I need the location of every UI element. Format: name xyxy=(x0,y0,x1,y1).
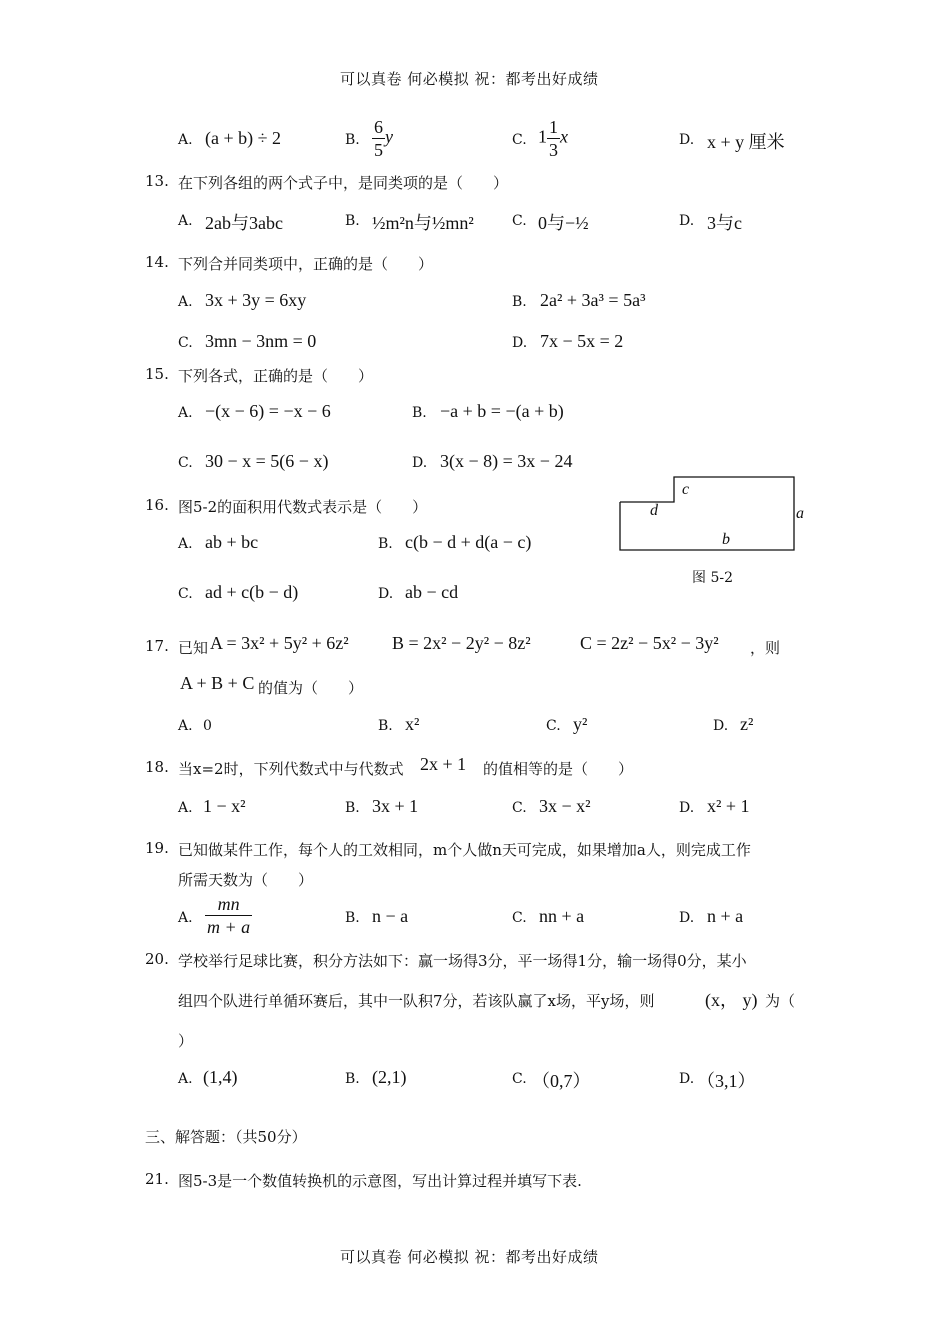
option-c-expr: （0,7） xyxy=(532,1071,591,1091)
option-d-expr: ab − cd xyxy=(405,582,459,602)
option-label-c: C. xyxy=(512,800,527,816)
option-label-c: C. xyxy=(178,455,193,471)
option-label-b: B. xyxy=(345,213,360,229)
question-stem: 下列合并同类项中，正确的是（ ） xyxy=(178,255,434,273)
stem-line-2-expr: (x， y) xyxy=(705,990,758,1010)
stem-prefix: 已知 xyxy=(178,639,209,657)
option-d-expr: z² xyxy=(740,714,754,734)
option-c-expr: 3mn − 3nm = 0 xyxy=(205,331,317,351)
option-a-expr: (1,4) xyxy=(203,1067,238,1087)
option-label-d: D. xyxy=(679,910,695,926)
option-b-expr: c(b − d + d(a − c) xyxy=(405,532,532,552)
option-b-expr: x² xyxy=(405,714,420,734)
option-a-expr: (a + b) ÷ 2 xyxy=(205,128,282,148)
option-label-d: D. xyxy=(679,132,695,148)
option-c-expr: y² xyxy=(573,714,588,734)
figure-outline xyxy=(620,477,794,550)
option-d-expr: n + a xyxy=(707,906,744,926)
expr-c: C = 2z² − 5x² − 3y² xyxy=(580,633,719,653)
option-label-b: B. xyxy=(345,910,360,926)
option-label-c: C. xyxy=(178,335,193,351)
option-b-expr: ½m²n与½mn² xyxy=(372,213,474,233)
section-heading: 三、解答题：（共50分） xyxy=(145,1128,307,1146)
option-c-expr: ad + c(b − d) xyxy=(205,582,299,602)
figure-caption: 图 5-2 xyxy=(692,570,733,586)
option-label-a: A. xyxy=(178,718,193,734)
option-b-expr: 3x + 1 xyxy=(372,796,419,816)
figure-label-c: c xyxy=(682,481,690,498)
question-number: 19. xyxy=(145,839,169,857)
page-footer: 可以真卷 何必模拟 祝：都考出好成绩 xyxy=(340,1248,599,1266)
option-label-a: A. xyxy=(178,800,193,816)
stem-line-1: 已知做某件工作，每个人的工效相同，m个人做n天可完成，如果增加a人，则完成工作 xyxy=(178,841,751,859)
figure-label-d: d xyxy=(650,502,658,519)
option-c-expr: 0与−½ xyxy=(538,213,589,233)
option-a-expr: 0 xyxy=(203,718,212,734)
option-b-expr: 2a² + 3a³ = 5a³ xyxy=(540,290,646,310)
stem-part-a: 当x=2时，下列代数式中与代数式 xyxy=(178,760,404,778)
option-label-d: D. xyxy=(679,213,695,229)
option-label-a: A. xyxy=(178,213,193,229)
option-label-a: A. xyxy=(178,536,193,552)
option-d-expr: x + y 厘米 xyxy=(707,132,785,152)
option-d-expr: x² + 1 xyxy=(707,796,750,816)
option-b-expr: −a + b = −(a + b) xyxy=(440,401,564,421)
option-b-expr: n − a xyxy=(372,906,409,926)
option-c-expr: 1 $\frac{1}{3}$ x xyxy=(538,117,568,160)
option-label-b: B. xyxy=(412,405,427,421)
option-label-d: D. xyxy=(378,586,394,602)
option-label-c: C. xyxy=(512,910,527,926)
option-label-b: B. xyxy=(345,1071,360,1087)
option-label-c: C. xyxy=(512,132,527,148)
option-a-expr: −(x − 6) = −x − 6 xyxy=(205,401,331,421)
option-a-expr: ab + bc xyxy=(205,532,259,552)
option-label-a: A. xyxy=(178,294,193,310)
option-a-expr: 1 − x² xyxy=(203,796,246,816)
option-d-expr: 7x − 5x = 2 xyxy=(540,331,624,351)
option-label-d: D. xyxy=(713,718,729,734)
question-stem: 图5-3是一个数值转换机的示意图，写出计算过程并填写下表. xyxy=(178,1172,582,1190)
option-label-c: C. xyxy=(546,718,561,734)
option-label-c: C. xyxy=(512,1071,527,1087)
option-label-b: B. xyxy=(378,718,393,734)
stem-expr: 2x + 1 xyxy=(420,754,467,774)
option-label-a: A. xyxy=(178,132,193,148)
option-label-a: A. xyxy=(178,910,193,926)
question-number: 13. xyxy=(145,172,169,190)
stem-line-2: 所需天数为（ ） xyxy=(178,871,314,889)
stem-line-3: ） xyxy=(178,1032,194,1050)
option-b-expr: (2,1) xyxy=(372,1067,407,1087)
page-header: 可以真卷 何必模拟 祝：都考出好成绩 xyxy=(340,70,599,88)
option-label-b: B. xyxy=(345,132,360,148)
option-label-b: B. xyxy=(378,536,393,552)
question-stem: 图5-2的面积用代数式表示是（ ） xyxy=(178,498,428,516)
option-d-expr: 3与c xyxy=(707,213,742,233)
option-a-expr: 3x + 3y = 6xy xyxy=(205,290,307,310)
option-label-d: D. xyxy=(412,455,428,471)
expr-a: A = 3x² + 5y² + 6z² xyxy=(210,633,349,653)
question-number: 17. xyxy=(145,637,169,655)
figure-5-2 xyxy=(610,470,820,560)
stem-suffix: ，则 xyxy=(750,639,781,657)
option-a-expr: $\frac{mn}{m + a}$ xyxy=(207,894,251,937)
figure-label-a: a xyxy=(796,505,804,522)
option-d-expr: 3(x − 8) = 3x − 24 xyxy=(440,451,573,471)
option-c-expr: 3x − x² xyxy=(539,796,591,816)
option-label-c: C. xyxy=(512,213,527,229)
option-label-d: D. xyxy=(679,800,695,816)
option-label-b: B. xyxy=(345,800,360,816)
question-number: 20. xyxy=(145,950,169,968)
option-a-expr: 2ab与3abc xyxy=(205,213,283,233)
option-c-expr: nn + a xyxy=(539,906,585,926)
question-number: 15. xyxy=(145,365,169,383)
question-number: 21. xyxy=(145,1170,169,1188)
option-b-expr: $\frac{6}{5}$ y xyxy=(374,117,393,160)
figure-label-b: b xyxy=(722,531,730,548)
question-number: 16. xyxy=(145,496,169,514)
option-label-a: A. xyxy=(178,1071,193,1087)
question-number: 14. xyxy=(145,253,169,271)
option-label-d: D. xyxy=(679,1071,695,1087)
stem-line-1: 学校举行足球比赛，积分方法如下：赢一场得3分，平一场得1分，输一场得0分，某小 xyxy=(178,952,747,970)
option-label-c: C. xyxy=(178,586,193,602)
question-stem: 在下列各组的两个式子中，是同类项的是（ ） xyxy=(178,174,509,192)
line2-text: 的值为（ ） xyxy=(258,679,364,697)
stem-line-2-suffix: 为（ xyxy=(765,992,796,1010)
stem-part-b: 的值相等的是（ ） xyxy=(483,760,634,778)
question-stem: 下列各式，正确的是（ ） xyxy=(178,367,374,385)
option-label-d: D. xyxy=(512,335,528,351)
option-label-a: A. xyxy=(178,405,193,421)
stem-line-2: 组四个队进行单循环赛后，其中一队积7分，若该队赢了x场，平y场，则 xyxy=(178,992,655,1010)
line2-expr: A + B + C xyxy=(180,673,255,693)
option-d-expr: （3,1） xyxy=(697,1071,756,1091)
option-c-expr: 30 − x = 5(6 − x) xyxy=(205,451,329,471)
option-label-b: B. xyxy=(512,294,527,310)
question-number: 18. xyxy=(145,758,169,776)
expr-b: B = 2x² − 2y² − 8z² xyxy=(392,633,531,653)
